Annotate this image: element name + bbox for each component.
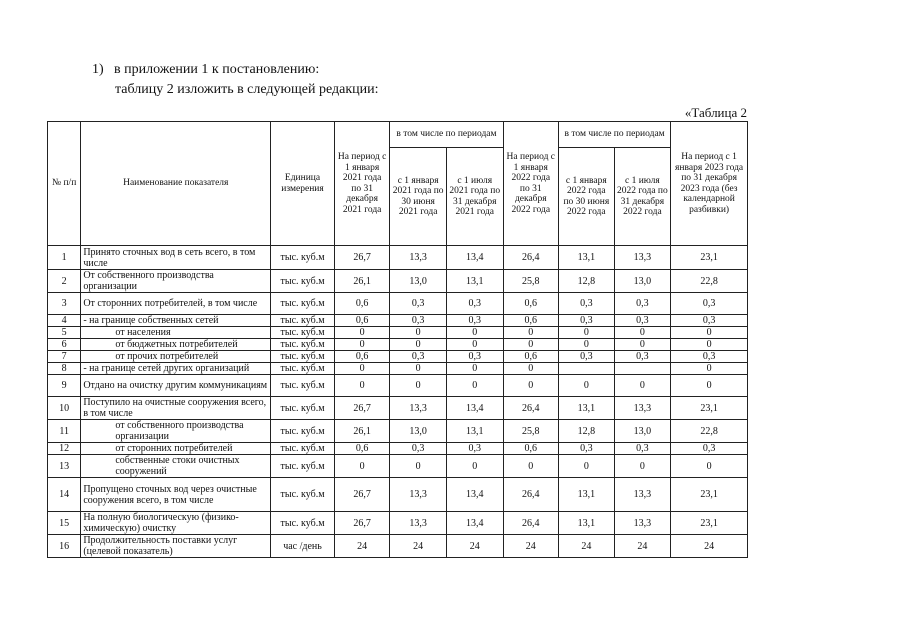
row-unit: тыс. куб.м <box>271 375 335 397</box>
row-value: 0 <box>671 363 748 375</box>
row-value: 0 <box>390 375 447 397</box>
row-value: 0 <box>614 375 671 397</box>
table-row <box>48 293 748 315</box>
header-period-2021: На период с 1 января 2021 года по 31 декабря 2021 года <box>334 122 390 246</box>
row-value: 13,3 <box>614 512 671 535</box>
row-value: 13,4 <box>446 397 503 420</box>
row-value: 26,7 <box>334 246 390 270</box>
row-value: 0 <box>671 327 748 339</box>
row-value: 23,1 <box>671 397 748 420</box>
row-value: 0 <box>559 375 615 397</box>
row-unit: тыс. куб.м <box>271 512 335 535</box>
row-value: 0 <box>503 455 559 478</box>
row-value: 26,4 <box>503 246 559 270</box>
indicators-table <box>47 121 748 558</box>
row-number: 11 <box>48 420 81 443</box>
row-number: 1 <box>48 246 81 270</box>
table-row <box>48 443 748 455</box>
row-number: 14 <box>48 478 81 512</box>
row-number: 7 <box>48 351 81 363</box>
row-value: 0,6 <box>503 315 559 327</box>
row-value: 26,1 <box>334 420 390 443</box>
row-value: 0,3 <box>390 315 447 327</box>
row-value: 0,6 <box>503 351 559 363</box>
row-value: 13,0 <box>390 420 447 443</box>
row-value: 13,1 <box>559 246 615 270</box>
row-value: 13,1 <box>446 270 503 293</box>
row-value: 0 <box>334 327 390 339</box>
row-number: 6 <box>48 339 81 351</box>
row-value: 23,1 <box>671 246 748 270</box>
row-value: 13,3 <box>390 246 447 270</box>
row-value: 0 <box>671 339 748 351</box>
row-value: 0 <box>390 339 447 351</box>
row-value: 0,3 <box>446 443 503 455</box>
table-row <box>48 327 748 339</box>
row-name: от бюджетных потребителей <box>81 339 271 351</box>
row-value: 0 <box>559 455 615 478</box>
intro-text-1: в приложении 1 к постановлению: <box>114 62 320 77</box>
row-value: 13,0 <box>390 270 447 293</box>
row-value: 13,1 <box>559 478 615 512</box>
row-value: 24 <box>390 535 447 558</box>
row-name: Пропущено сточных вод через очистные сооружения всего, в том числе <box>81 478 271 512</box>
row-value: 0,6 <box>334 293 390 315</box>
row-value: 0,6 <box>334 315 390 327</box>
row-name: - на границе сетей других организаций <box>81 363 271 375</box>
row-value: 0,3 <box>614 443 671 455</box>
row-unit: тыс. куб.м <box>271 443 335 455</box>
row-value: 24 <box>614 535 671 558</box>
row-value: 13,3 <box>390 397 447 420</box>
row-value: 0,3 <box>614 351 671 363</box>
row-name: собственные стоки очистных сооружений <box>81 455 271 478</box>
row-value: 0,3 <box>614 293 671 315</box>
row-value: 0,3 <box>446 351 503 363</box>
row-value: 0,3 <box>390 351 447 363</box>
row-value: 22,8 <box>671 270 748 293</box>
row-name: от собственного производства организации <box>81 420 271 443</box>
row-unit: тыс. куб.м <box>271 363 335 375</box>
table-row <box>48 535 748 558</box>
row-value: 0 <box>390 455 447 478</box>
row-number: 8 <box>48 363 81 375</box>
row-number: 9 <box>48 375 81 397</box>
row-unit: тыс. куб.м <box>271 339 335 351</box>
row-value: 0 <box>671 455 748 478</box>
row-value: 13,4 <box>446 512 503 535</box>
table-row <box>48 351 748 363</box>
row-value: 0 <box>559 327 615 339</box>
row-number: 16 <box>48 535 81 558</box>
row-unit: тыс. куб.м <box>271 315 335 327</box>
row-value: 13,1 <box>446 420 503 443</box>
row-name: На полную биологическую (физико-химическую) очистку <box>81 512 271 535</box>
header-incl-2022: в том числе по периодам <box>559 122 671 148</box>
row-value <box>559 363 615 375</box>
row-value: 24 <box>446 535 503 558</box>
row-value: 0 <box>503 339 559 351</box>
row-value: 13,3 <box>390 478 447 512</box>
table-row <box>48 270 748 293</box>
intro-line-2: таблицу 2 изложить в следующей редакции: <box>115 82 379 97</box>
row-value: 12,8 <box>559 420 615 443</box>
row-value: 0,3 <box>671 443 748 455</box>
row-value: 23,1 <box>671 478 748 512</box>
row-value: 0,3 <box>446 315 503 327</box>
row-value: 26,4 <box>503 478 559 512</box>
row-name: Продолжительность поставки услуг (целевой показатель) <box>81 535 271 558</box>
row-value: 0 <box>503 327 559 339</box>
row-value: 0,3 <box>390 293 447 315</box>
row-value: 0 <box>446 455 503 478</box>
row-number: 5 <box>48 327 81 339</box>
header-num: № п/п <box>48 122 81 246</box>
row-number: 12 <box>48 443 81 455</box>
row-value: 25,8 <box>503 420 559 443</box>
row-value: 0,3 <box>671 351 748 363</box>
row-name: от прочих потребителей <box>81 351 271 363</box>
row-value: 0 <box>446 363 503 375</box>
table-row <box>48 375 748 397</box>
row-name: от сторонних потребителей <box>81 443 271 455</box>
header-2021-h2: с 1 июля 2021 года по 31 декабря 2021 года <box>446 148 503 246</box>
row-value: 0,3 <box>614 315 671 327</box>
row-value: 26,4 <box>503 397 559 420</box>
row-unit: тыс. куб.м <box>271 397 335 420</box>
row-value: 0 <box>503 363 559 375</box>
row-value: 26,7 <box>334 478 390 512</box>
row-number: 4 <box>48 315 81 327</box>
row-unit: тыс. куб.м <box>271 351 335 363</box>
row-number: 3 <box>48 293 81 315</box>
row-value: 0,3 <box>671 315 748 327</box>
row-value: 26,7 <box>334 397 390 420</box>
row-value: 0 <box>390 327 447 339</box>
row-unit: тыс. куб.м <box>271 270 335 293</box>
row-value: 24 <box>559 535 615 558</box>
row-name: От собственного производства организации <box>81 270 271 293</box>
row-value: 26,7 <box>334 512 390 535</box>
row-value: 0,3 <box>559 443 615 455</box>
table-row <box>48 397 748 420</box>
row-name: Отдано на очистку другим коммуникациям <box>81 375 271 397</box>
row-name: от населения <box>81 327 271 339</box>
row-value: 0 <box>559 339 615 351</box>
table-row <box>48 246 748 270</box>
table-body <box>48 246 748 558</box>
row-unit: тыс. куб.м <box>271 293 335 315</box>
row-value: 0,3 <box>446 293 503 315</box>
row-value: 13,0 <box>614 420 671 443</box>
row-value: 26,1 <box>334 270 390 293</box>
header-period-2023: На период с 1 января 2023 года по 31 декабря 2023 года (без календарной разбивки) <box>671 122 748 246</box>
row-value: 0 <box>614 327 671 339</box>
row-value: 0 <box>334 455 390 478</box>
row-value: 13,1 <box>559 512 615 535</box>
row-value: 0 <box>390 363 447 375</box>
row-unit: тыс. куб.м <box>271 455 335 478</box>
row-value: 26,4 <box>503 512 559 535</box>
row-value: 0 <box>614 339 671 351</box>
row-value: 0,3 <box>559 315 615 327</box>
table-row <box>48 478 748 512</box>
table-row <box>48 512 748 535</box>
row-value: 0 <box>446 327 503 339</box>
row-value: 0,6 <box>503 443 559 455</box>
header-2022-h2: с 1 июля 2022 года по 31 декабря 2022 года <box>614 148 671 246</box>
row-value: 0 <box>334 375 390 397</box>
row-value: 0 <box>446 339 503 351</box>
row-number: 2 <box>48 270 81 293</box>
row-value: 0,6 <box>503 293 559 315</box>
row-value: 0,3 <box>559 293 615 315</box>
table-row <box>48 315 748 327</box>
row-value: 25,8 <box>503 270 559 293</box>
row-number: 15 <box>48 512 81 535</box>
row-name: Поступило на очистные сооружения всего, в том числе <box>81 397 271 420</box>
intro-line-1 <box>92 62 319 78</box>
row-value: 23,1 <box>671 512 748 535</box>
header-period-2022: На период с 1 января 2022 года по 31 декабря 2022 года <box>503 122 559 246</box>
row-value <box>614 363 671 375</box>
row-value: 13,3 <box>614 478 671 512</box>
table-row <box>48 363 748 375</box>
row-value: 0,6 <box>334 443 390 455</box>
row-number: 10 <box>48 397 81 420</box>
row-value: 13,4 <box>446 478 503 512</box>
row-unit: тыс. куб.м <box>271 478 335 512</box>
row-value: 0,6 <box>334 351 390 363</box>
table-row <box>48 455 748 478</box>
row-value: 13,3 <box>390 512 447 535</box>
row-unit: час /день <box>271 535 335 558</box>
row-value: 12,8 <box>559 270 615 293</box>
table-caption: «Таблица 2 <box>684 105 747 120</box>
row-value: 0 <box>446 375 503 397</box>
row-value: 24 <box>671 535 748 558</box>
row-value: 0,3 <box>559 351 615 363</box>
row-name: От сторонних потребителей, в том числе <box>81 293 271 315</box>
header-2022-h1: с 1 января 2022 года по 30 июня 2022 года <box>559 148 615 246</box>
row-value: 0 <box>334 339 390 351</box>
intro-number: 1) <box>92 62 104 77</box>
row-name: - на границе собственных сетей <box>81 315 271 327</box>
row-value: 13,4 <box>446 246 503 270</box>
row-value: 0 <box>614 455 671 478</box>
row-unit: тыс. куб.м <box>271 420 335 443</box>
row-value: 24 <box>503 535 559 558</box>
row-unit: тыс. куб.м <box>271 246 335 270</box>
row-value: 13,3 <box>614 397 671 420</box>
row-value: 22,8 <box>671 420 748 443</box>
row-value: 24 <box>334 535 390 558</box>
row-value: 13,3 <box>614 246 671 270</box>
header-unit: Единица измерения <box>271 122 335 246</box>
header-incl-2021: в том числе по периодам <box>390 122 503 148</box>
row-unit: тыс. куб.м <box>271 327 335 339</box>
row-value: 0,3 <box>671 293 748 315</box>
row-value: 0 <box>334 363 390 375</box>
row-value: 0 <box>671 375 748 397</box>
table-row <box>48 420 748 443</box>
table-row <box>48 339 748 351</box>
row-number: 13 <box>48 455 81 478</box>
header-2021-h1: с 1 января 2021 года по 30 июня 2021 года <box>390 148 447 246</box>
row-value: 13,0 <box>614 270 671 293</box>
row-name: Принято сточных вод в сеть всего, в том числе <box>81 246 271 270</box>
header-name: Наименование показателя <box>81 122 271 246</box>
row-value: 0,3 <box>390 443 447 455</box>
row-value: 0 <box>503 375 559 397</box>
row-value: 13,1 <box>559 397 615 420</box>
